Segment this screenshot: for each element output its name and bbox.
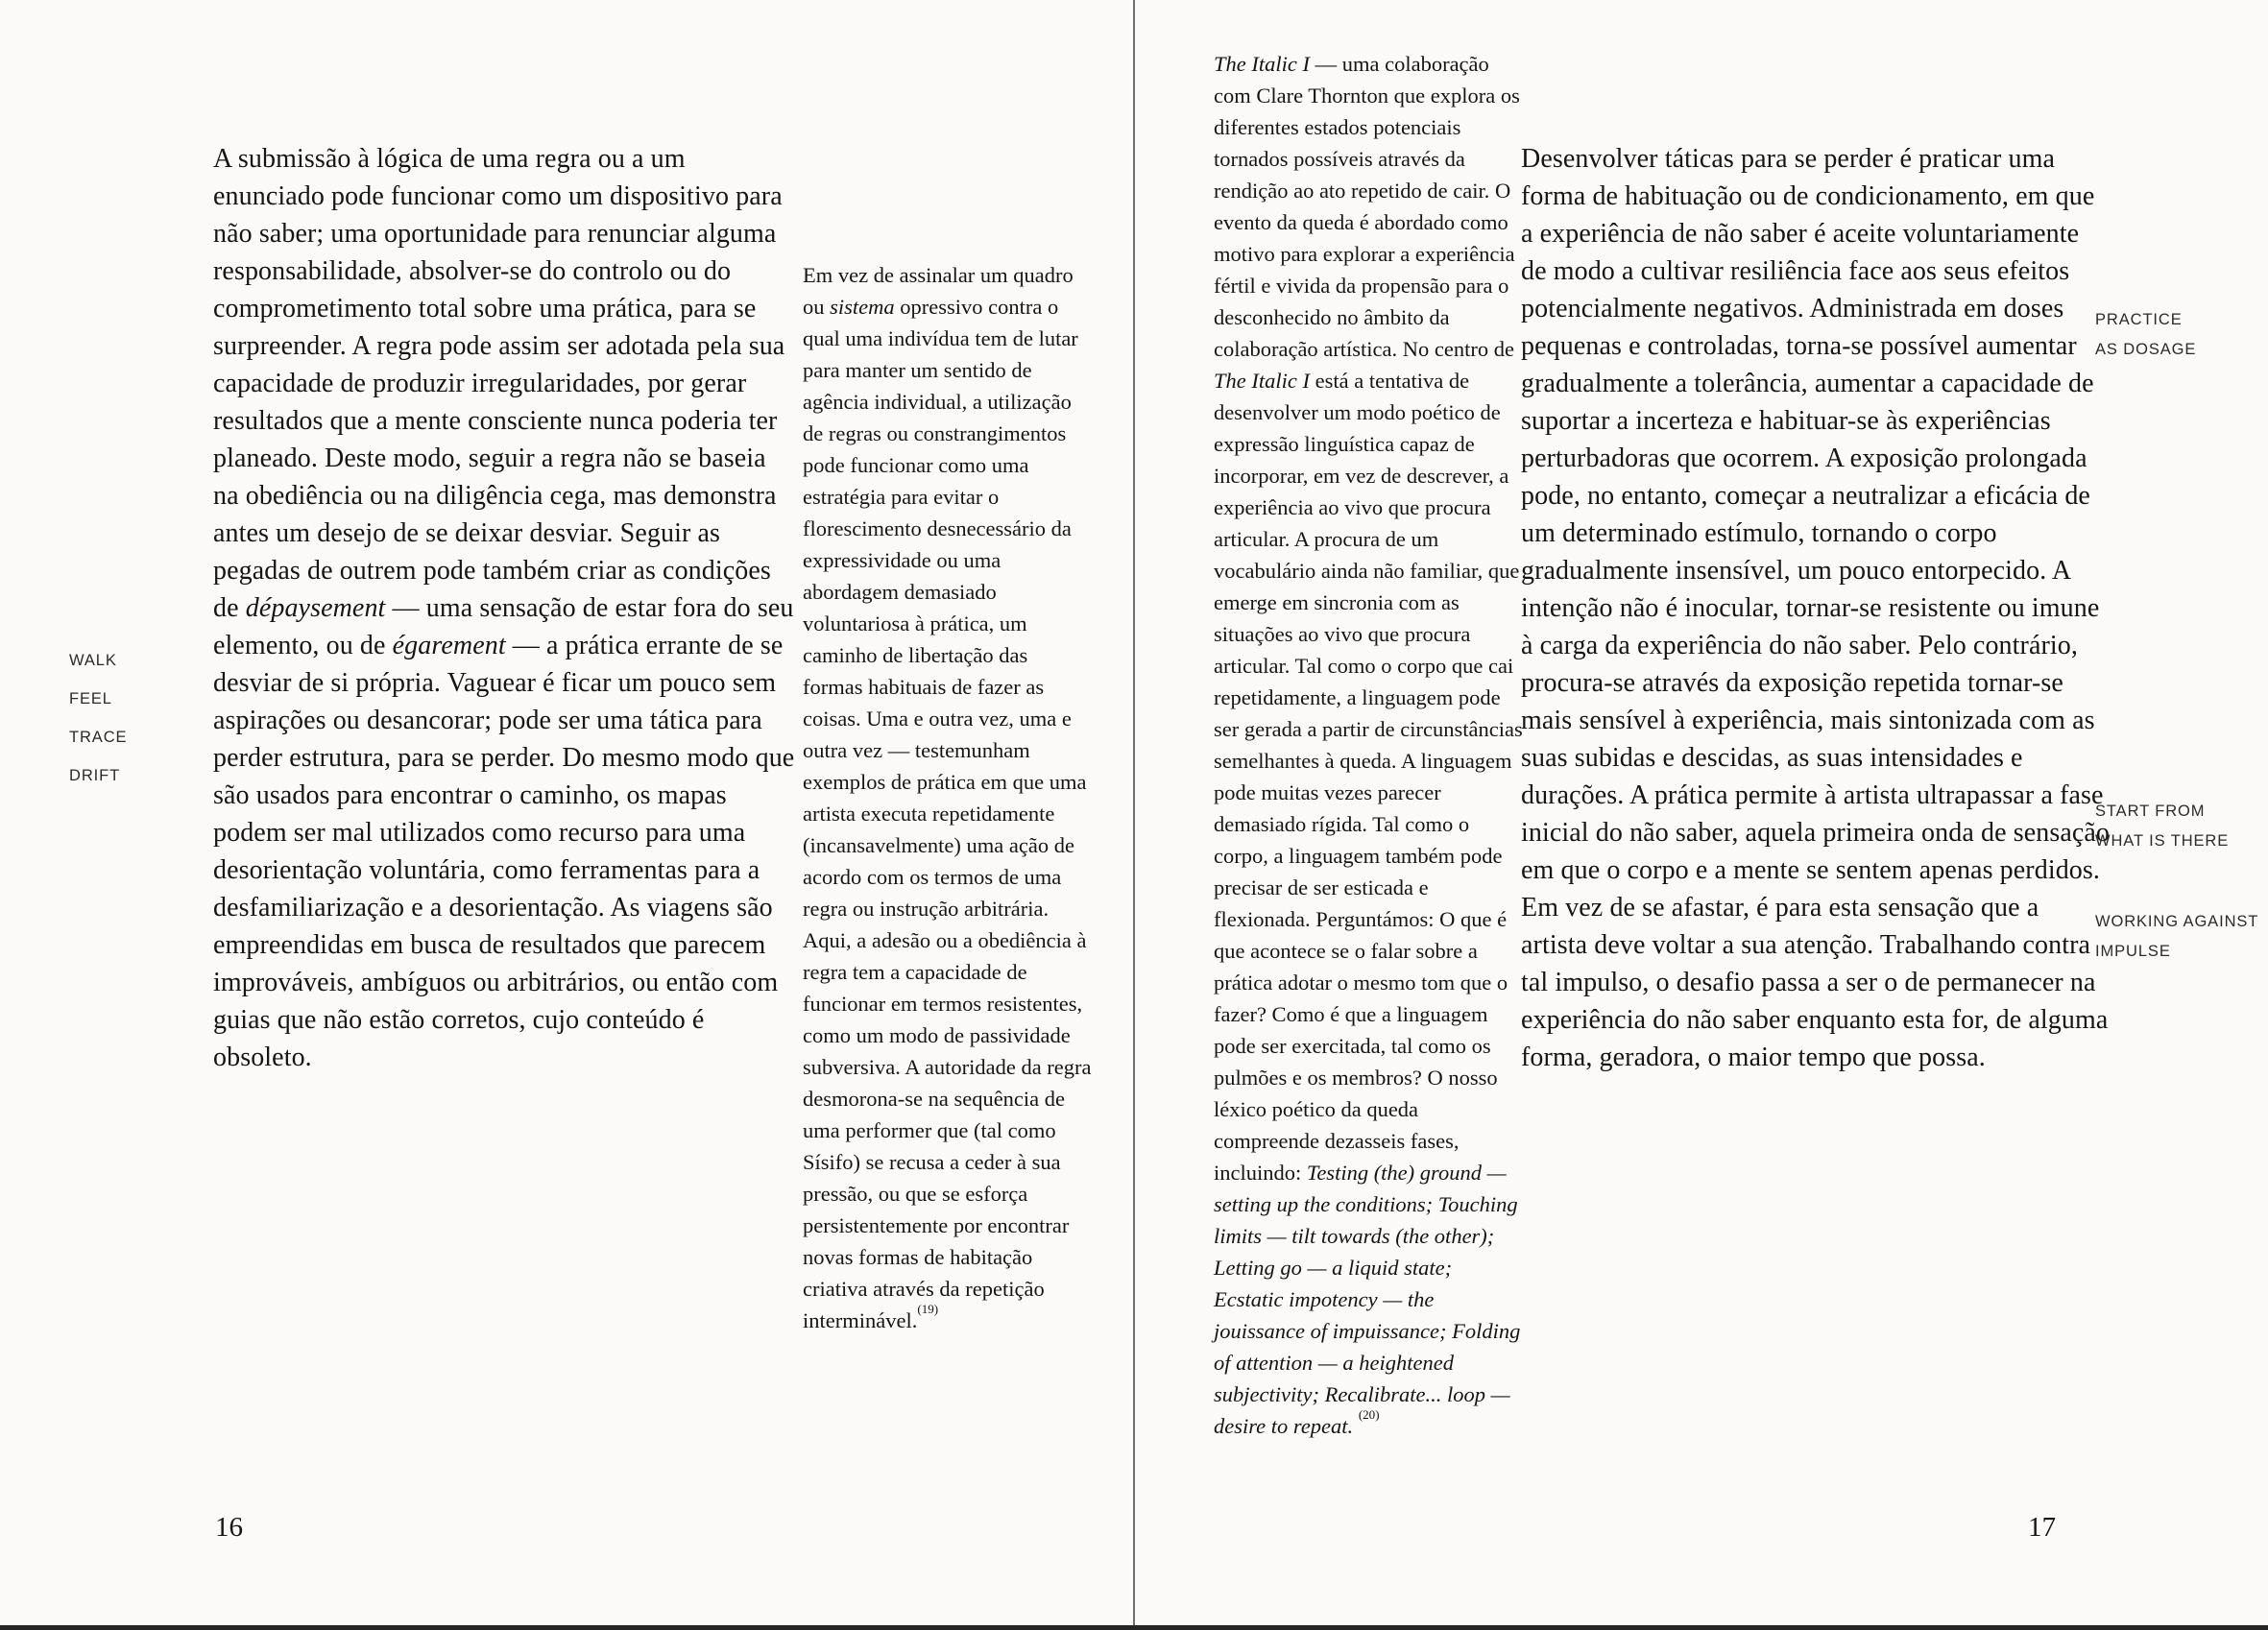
margin-label-line: WHAT IS THERE: [2095, 832, 2230, 850]
margin-label-line: AS DOSAGE: [2095, 341, 2197, 358]
margin-label-line: START FROM: [2095, 803, 2206, 820]
left-main-paragraph: A submissão à lógica de uma regra ou a um enunciado pode funcionar como um dispositivo para não saber; uma oportunidade para renunciar alguma responsabilidade, absolver-se do controlo ou do comprometimento total sobre uma prática, para se surpreender. A regra pode assim ser adotada pela sua capacidade de produzir irregularidades, por gerar resultados que a mente consciente nunca poderia ter planeado. Deste modo, seguir a regra não se baseia na obediência ou na diligência cega, mas demonstra antes um desejo de se deixar desviar. Seguir as pegadas de outrem pode também criar as condições de dépaysement — uma sensação de estar fora do seu elemento, ou de égarement — a prática errante de se desviar de si própria. Vaguear é ficar um pouco sem aspirações ou desancorar; pode ser uma tática para perder estrutura, para se perder. Do mesmo modo que são usados para encontrar o caminho, os mapas podem ser mal utilizados como recurso para uma desorientação voluntária, como ferramentas para a desfamiliarização e a desorientação. As viagens são empreendidas em busca de resultados que parecem improváveis, ambíguos ou arbitrários, ou então com guias que não estão corretos, cujo conteúdo é obsoleto.: [213, 144, 795, 1072]
margin-label-working-against-impulse: [2095, 907, 2258, 967]
margin-label-trace: TRACE: [69, 729, 128, 746]
margin-label-drift: DRIFT: [69, 767, 121, 784]
left-margin-labels: [69, 641, 127, 795]
page-number-left: 16: [215, 1512, 243, 1543]
right-main-paragraph: Desenvolver táticas para se perder é praticar uma forma de habituação ou de condicionamento, em que a experiência de não saber é aceite voluntariamente de modo a cultivar resiliência face aos seus efeitos potencialmente negativos. Administrada em doses pequenas e controladas, torna-se possível aumentar gradualmente a tolerância, aumentar a capacidade de suportar a incerteza e habituar-se às experiências perturbadoras que ocorrem. A exposição prolongada pode, no entanto, começar a neutralizar a eficácia de um determinado estímulo, tornando o corpo gradualmente insensível, um pouco entorpecido. A intenção não é inocular, tornar-se resistente ou imune à carga da experiência do não saber. Pelo contrário, procura-se através da exposição repetida tornar-se mais sensível à experiência, mais sintonizada com as suas subidas e descidas, as suas intensidades e durações. A prática permite à artista ultrapassar a fase inicial do não saber, aquela primeira onda de sensação em que o corpo e a mente se sentem apenas perdidos. Em vez de se afastar, é para esta sensação que a artista deve voltar a sua atenção. Trabalhando contra tal impulso, o desafio passa a ser o de permanecer na experiência do não saber enquanto esta for, de alguma forma, geradora, o maior tempo que possa.: [1521, 144, 2111, 1072]
margin-label-feel: FEEL: [69, 690, 112, 707]
left-note-column: Em vez de assinalar um quadro ou sistema opressivo contra o qual uma indivídua tem de lutar para manter um sentido de agência individual, a utilização de regras ou constrangimentos pode funcionar como uma estratégia para evitar o florescimento desnecessário da expressividade ou uma abordagem demasiado voluntariosa à prática, um caminho de libertação das formas habituais de fazer as coisas. Uma e outra vez, uma e outra vez — testemunham exemplos de prática em que uma artista executa repetidamente (incansavelmente) uma ação de acordo com os termos de uma regra ou instrução arbitrária. Aqui, a adesão ou a obediência à regra tem a capacidade de funcionar em termos resistentes, como um modo de passividade subversiva. A autoridade da regra desmorona-se na sequência de uma performer que (tal como Sísifo) se recusa a ceder à sua pressão, ou que se esforça persistentemente por encontrar novas formas de habitação criativa através da repetição interminável.$^{(19)}$: [803, 263, 1092, 1332]
gutter-divider-line: [1133, 0, 1135, 1630]
margin-label-line: PRACTICE: [2095, 311, 2183, 328]
margin-label-practice-as-dosage: [2095, 305, 2196, 365]
page-number-right: 17: [2028, 1512, 2056, 1543]
right-note-column: The Italic I — uma colaboração com Clare Thornton que explora os diferentes estados potenciais tornados possíveis através da rendição ao ato repetido de cair. O evento da queda é abordado como motivo para explorar a experiência fértil e vivida da propensão para o desconhecido no âmbito da colaboração artística. No centro de The Italic I está a tentativa de desenvolver um modo poético de expressão linguística capaz de incorporar, em vez de descrever, a experiência ao vivo que procura articular. A procura de um vocabulário ainda não familiar, que emerge em sincronia com as situações ao vivo que procura articular. Tal como o corpo que cai repetidamente, a linguagem pode ser gerada a partir de circunstâncias semelhantes à queda. A linguagem pode muitas vezes parecer demasiado rígida. Tal como o corpo, a linguagem também pode precisar de ser esticada e flexionada. Perguntámos: O que é que acontece se o falar sobre a prática adotar o mesmo tom que o fazer? Como é que a linguagem pode ser exercitada, tal como os pulmões e os membros? O nosso léxico poético da queda compreende dezasseis fases, incluindo: Testing (the) ground — setting up the conditions; Touching limits — tilt towards (the other); Letting go — a liquid state; Ecstatic impotency — the jouissance of impuissance; Folding of attention — a heightened subjectivity; Recalibrate... loop — desire to repeat. $^{(20)}$: [1214, 52, 1523, 1438]
margin-label-line: IMPULSE: [2095, 943, 2171, 960]
margin-label-start-from-what-is-there: [2095, 797, 2229, 856]
bottom-scan-edge: [0, 1625, 2268, 1630]
margin-label-walk: WALK: [69, 652, 117, 669]
margin-label-line: WORKING AGAINST: [2095, 913, 2259, 930]
